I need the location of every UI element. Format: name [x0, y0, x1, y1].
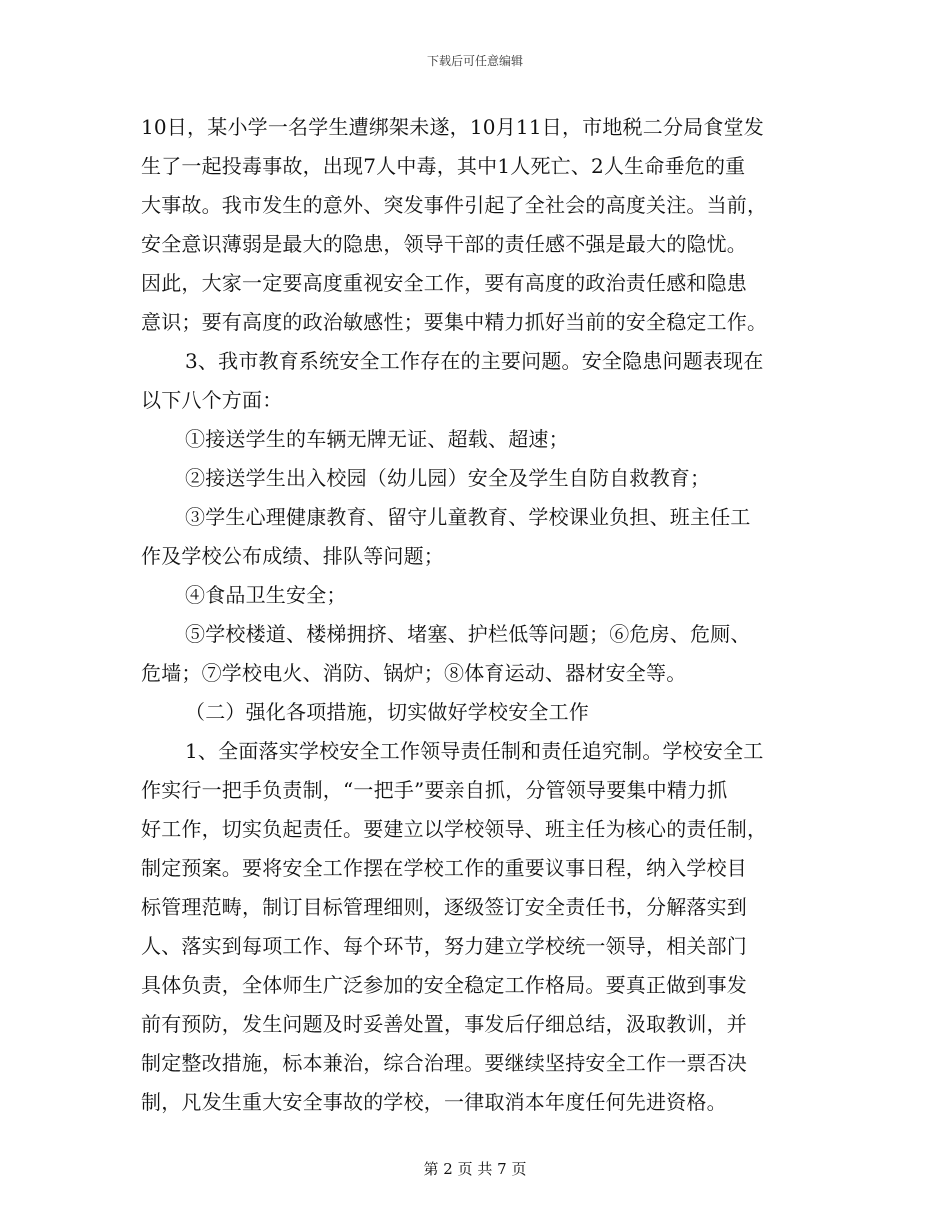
text-line: 好工作，切实负起责任。要建立以学校领导、班主任为核心的责任制，: [141, 817, 768, 841]
list-item-line: ①接送学生的车辆无牌无证、超载、超速；: [185, 427, 569, 451]
text-line: 制定预案。要将安全工作摆在学校工作的重要议事日程，纳入学校目: [141, 856, 747, 880]
text-line: 安全意识薄弱是最大的隐患，领导干部的责任感不强是最大的隐忧。: [141, 232, 747, 256]
text-line: 10日，某小学一名学生遭绑架未遂，10月11日，市地税二分局食堂发: [141, 115, 764, 139]
text-line: 以下八个方面：: [141, 388, 283, 412]
text-line: 意识；要有高度的政治敏感性；要集中精力抓好当前的安全稳定工作。: [141, 310, 768, 334]
text-line: 制，凡发生重大安全事故的学校，一律取消本年度任何先进资格。: [141, 1090, 727, 1114]
text-line: 生了一起投毒事故，出现7人中毒，其中1人死亡、2人生命垂危的重: [141, 154, 746, 178]
text-line: 作及学校公布成绩、排队等问题；: [141, 544, 444, 568]
paragraph-start-line: 3、我市教育系统安全工作存在的主要问题。安全隐患问题表现在: [185, 349, 764, 373]
text-line: 标管理范畴，制订目标管理细则，逐级签订安全责任书，分解落实到: [141, 895, 747, 919]
text-line: 作实行一把手负责制，“一把手”要亲自抓，分管领导要集中精力抓: [141, 778, 728, 802]
text-line: 制定整改措施，标本兼治，综合治理。要继续坚持安全工作一票否决: [141, 1051, 747, 1075]
text-line: 因此，大家一定要高度重视安全工作，要有高度的政治责任感和隐患: [141, 271, 747, 295]
paragraph-start-line: 1、全面落实学校安全工作领导责任制和责任追究制。学校安全工: [185, 739, 764, 763]
text-line: 危墙；⑦学校电火、消防、锅炉；⑧体育运动、器材安全等。: [141, 661, 687, 685]
text-line: 人、落实到每项工作、每个环节，努力建立学校统一领导，相关部门: [141, 934, 747, 958]
page-number: 第 2 页 共 7 页: [423, 1160, 527, 1178]
list-item-line: ⑤学校楼道、楼梯拥挤、堵塞、护栏低等问题；⑥危房、危厕、: [185, 622, 751, 646]
list-item-line: ④食品卫生安全；: [185, 583, 347, 607]
text-line: 前有预防，发生问题及时妥善处置，事发后仔细总结，汲取教训，并: [141, 1012, 747, 1036]
text-line: 大事故。我市发生的意外、突发事件引起了全社会的高度关注。当前，: [141, 193, 768, 217]
page-header-note: 下载后可任意编辑: [426, 54, 523, 68]
text-line: 具体负责，全体师生广泛参加的安全稳定工作格局。要真正做到事发: [141, 973, 747, 997]
list-item-line: ②接送学生出入校园（幼儿园）安全及学生自防自救教育；: [185, 466, 711, 490]
section-heading: （二）强化各项措施，切实做好学校安全工作: [185, 700, 589, 724]
document-body: [141, 108, 813, 1122]
list-item-line: ③学生心理健康教育、留守儿童教育、学校课业负担、班主任工: [185, 505, 751, 529]
